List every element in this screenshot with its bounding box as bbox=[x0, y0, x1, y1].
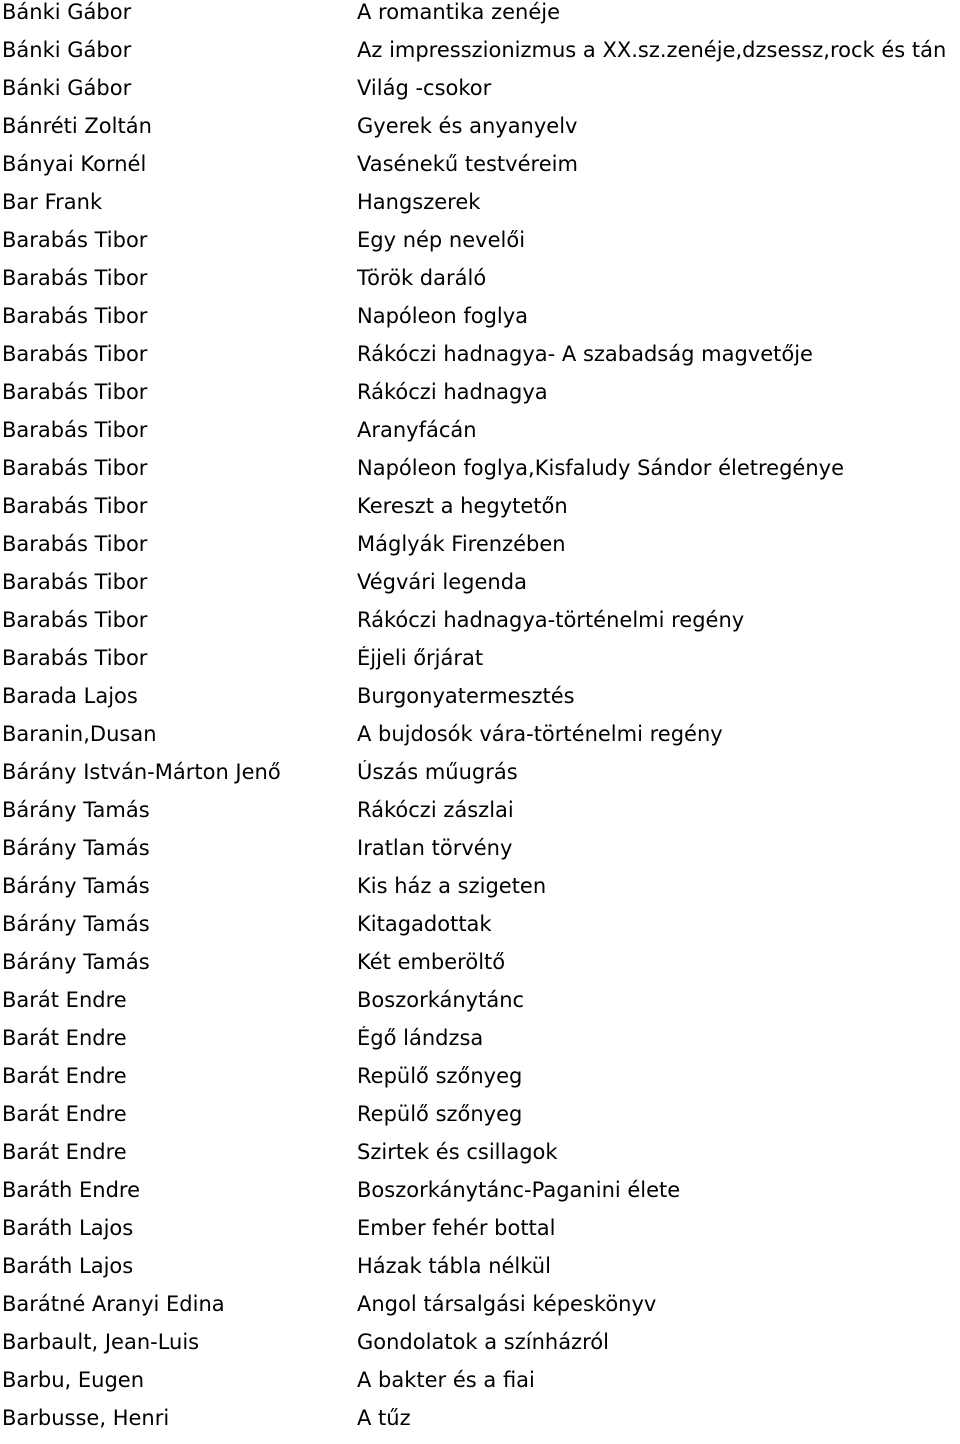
author-name: Bárány Tamás bbox=[2, 874, 150, 898]
list-item bbox=[0, 1178, 960, 1216]
author-name: Bányai Kornél bbox=[2, 152, 147, 176]
book-title: Rákóczi hadnagya- A szabadság magvetője bbox=[357, 342, 813, 366]
list-item bbox=[0, 950, 960, 988]
book-title: Rákóczi hadnagya bbox=[357, 380, 548, 404]
book-title: A tűz bbox=[357, 1406, 411, 1430]
list-item bbox=[0, 1330, 960, 1368]
book-title: A bakter és a fiai bbox=[357, 1368, 535, 1392]
author-name: Baráth Endre bbox=[2, 1178, 140, 1202]
book-title: Éjjeli őrjárat bbox=[357, 646, 484, 670]
book-title: Angol társalgási képeskönyv bbox=[357, 1292, 657, 1316]
author-name: Bárány Tamás bbox=[2, 912, 150, 936]
list-item bbox=[0, 1216, 960, 1254]
list-item bbox=[0, 1140, 960, 1178]
list-item bbox=[0, 1368, 960, 1406]
list-item bbox=[0, 646, 960, 684]
book-title: Vasénekű testvéreim bbox=[357, 152, 578, 176]
book-title: Kis ház a szigeten bbox=[357, 874, 547, 898]
list-item bbox=[0, 456, 960, 494]
list-item bbox=[0, 1292, 960, 1330]
list-item bbox=[0, 608, 960, 646]
book-title: Kereszt a hegytetőn bbox=[357, 494, 568, 518]
list-item bbox=[0, 532, 960, 570]
book-title: Iratlan törvény bbox=[357, 836, 513, 860]
author-name: Barbusse, Henri bbox=[2, 1406, 170, 1430]
list-item bbox=[0, 228, 960, 266]
book-title: Szirtek és csillagok bbox=[357, 1140, 558, 1164]
author-name: Barabás Tibor bbox=[2, 456, 148, 480]
list-item bbox=[0, 912, 960, 950]
book-title: Rákóczi zászlai bbox=[357, 798, 514, 822]
book-title: A romantika zenéje bbox=[357, 0, 561, 24]
book-title: Török daráló bbox=[357, 266, 487, 290]
author-name: Barabás Tibor bbox=[2, 570, 148, 594]
author-name: Barát Endre bbox=[2, 1102, 127, 1126]
book-title: Repülő szőnyeg bbox=[357, 1064, 523, 1088]
book-title: Aranyfácán bbox=[357, 418, 477, 442]
book-title: Boszorkánytánc bbox=[357, 988, 525, 1012]
author-name: Baráth Lajos bbox=[2, 1216, 134, 1240]
author-name: Barbault, Jean-Luis bbox=[2, 1330, 200, 1354]
author-name: Barabás Tibor bbox=[2, 266, 148, 290]
book-title: Repülő szőnyeg bbox=[357, 1102, 523, 1126]
book-title: Két emberöltő bbox=[357, 950, 506, 974]
author-name: Barát Endre bbox=[2, 988, 127, 1012]
list-item bbox=[0, 0, 960, 38]
list-item bbox=[0, 760, 960, 798]
book-title: Napóleon foglya bbox=[357, 304, 529, 328]
list-item bbox=[0, 684, 960, 722]
book-title: Máglyák Firenzében bbox=[357, 532, 566, 556]
list-item bbox=[0, 380, 960, 418]
author-name: Barabás Tibor bbox=[2, 646, 148, 670]
book-title: Hangszerek bbox=[357, 190, 481, 214]
author-name: Barabás Tibor bbox=[2, 494, 148, 518]
author-name: Barát Endre bbox=[2, 1064, 127, 1088]
author-name: Barabás Tibor bbox=[2, 608, 148, 632]
book-title: Házak tábla nélkül bbox=[357, 1254, 551, 1278]
author-name: Barada Lajos bbox=[2, 684, 138, 708]
list-item bbox=[0, 874, 960, 912]
list-item bbox=[0, 304, 960, 342]
author-name: Barát Endre bbox=[2, 1026, 127, 1050]
author-name: Barabás Tibor bbox=[2, 418, 148, 442]
author-name: Baranin,Dusan bbox=[2, 722, 157, 746]
author-name: Bárány István-Márton Jenő bbox=[2, 760, 281, 784]
author-name: Barabás Tibor bbox=[2, 228, 148, 252]
author-name: Barabás Tibor bbox=[2, 532, 148, 556]
author-name: Baráth Lajos bbox=[2, 1254, 134, 1278]
list-item bbox=[0, 342, 960, 380]
author-name: Bárány Tamás bbox=[2, 798, 150, 822]
book-title: A bujdosók vára-történelmi regény bbox=[357, 722, 723, 746]
book-title: Világ -csokor bbox=[357, 76, 492, 100]
list-item bbox=[0, 798, 960, 836]
book-title: Úszás műugrás bbox=[357, 760, 518, 784]
author-name: Bárány Tamás bbox=[2, 950, 150, 974]
book-title: Gondolatok a színházról bbox=[357, 1330, 609, 1354]
list-item bbox=[0, 722, 960, 760]
book-title: Burgonyatermesztés bbox=[357, 684, 575, 708]
list-item bbox=[0, 1064, 960, 1102]
book-title: Boszorkánytánc-Paganini élete bbox=[357, 1178, 681, 1202]
book-title: Gyerek és anyanyelv bbox=[357, 114, 578, 138]
author-name: Bánréti Zoltán bbox=[2, 114, 152, 138]
book-title: Végvári legenda bbox=[357, 570, 527, 594]
author-name: Barát Endre bbox=[2, 1140, 127, 1164]
author-name: Barbu, Eugen bbox=[2, 1368, 145, 1392]
book-title: Kitagadottak bbox=[357, 912, 492, 936]
list-item bbox=[0, 190, 960, 228]
list-item bbox=[0, 38, 960, 76]
list-item bbox=[0, 836, 960, 874]
book-title: Rákóczi hadnagya-történelmi regény bbox=[357, 608, 745, 632]
book-title: Égő lándzsa bbox=[357, 1026, 484, 1050]
list-item bbox=[0, 114, 960, 152]
author-name: Barátné Aranyi Edina bbox=[2, 1292, 225, 1316]
author-name: Bárány Tamás bbox=[2, 836, 150, 860]
list-item bbox=[0, 266, 960, 304]
list-item bbox=[0, 418, 960, 456]
list-item bbox=[0, 494, 960, 532]
author-name: Bánki Gábor bbox=[2, 38, 132, 62]
list-item bbox=[0, 1406, 960, 1444]
author-name: Barabás Tibor bbox=[2, 342, 148, 366]
author-name: Barabás Tibor bbox=[2, 304, 148, 328]
list-item bbox=[0, 988, 960, 1026]
list-item bbox=[0, 152, 960, 190]
book-title: Ember fehér bottal bbox=[357, 1216, 556, 1240]
list-item bbox=[0, 76, 960, 114]
book-title: Az impresszionizmus a XX.sz.zenéje,dzsessz,rock és tán bbox=[357, 38, 947, 62]
list-item bbox=[0, 1026, 960, 1064]
book-title: Egy nép nevelői bbox=[357, 228, 526, 252]
author-name: Bánki Gábor bbox=[2, 76, 132, 100]
list-item bbox=[0, 1102, 960, 1140]
author-name: Bánki Gábor bbox=[2, 0, 132, 24]
author-name: Barabás Tibor bbox=[2, 380, 148, 404]
author-name: Bar Frank bbox=[2, 190, 103, 214]
book-title: Napóleon foglya,Kisfaludy Sándor életregénye bbox=[357, 456, 845, 480]
list-item bbox=[0, 570, 960, 608]
list-item bbox=[0, 1254, 960, 1292]
